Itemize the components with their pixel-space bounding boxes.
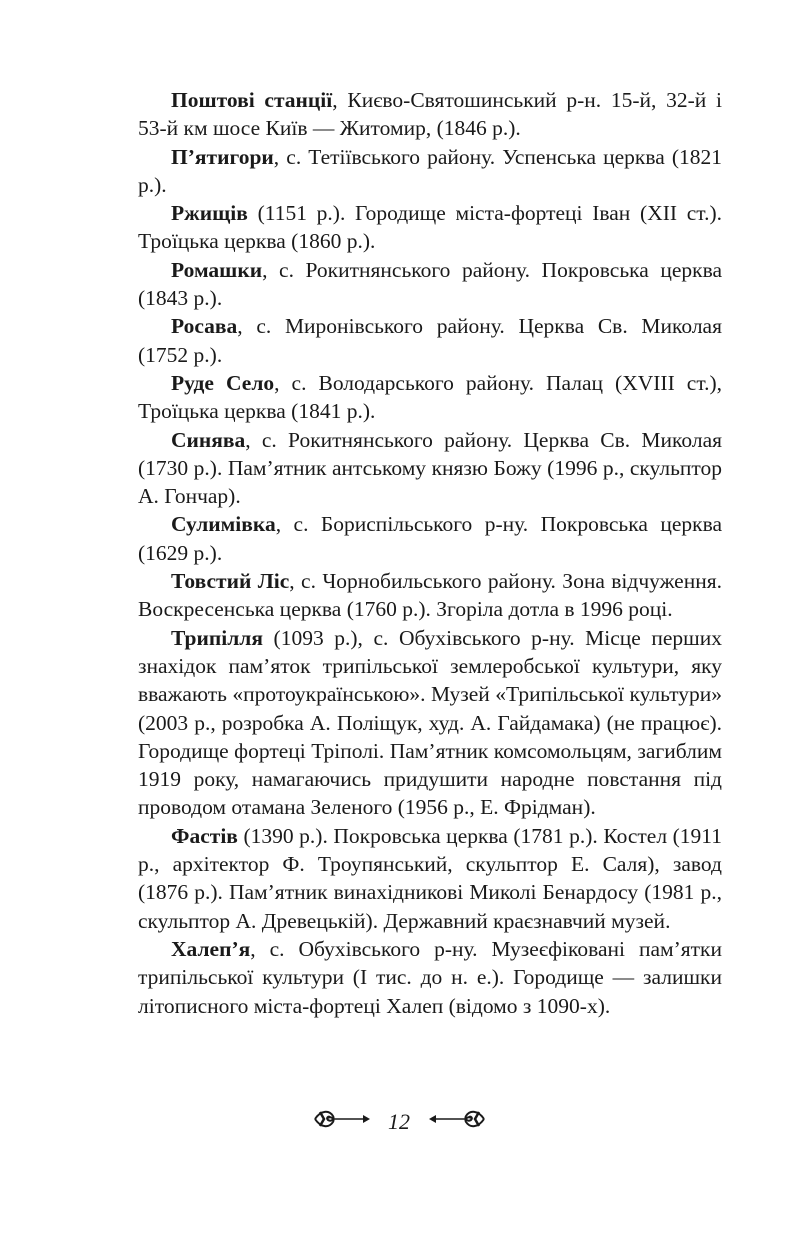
entry-title: Поштові станції bbox=[171, 88, 333, 112]
fleuron-right-icon bbox=[428, 1106, 486, 1138]
entry-title: Халеп’я bbox=[171, 936, 251, 961]
page-footer bbox=[0, 1106, 798, 1138]
entry-trypillia bbox=[138, 624, 722, 822]
entry-sulymivka bbox=[138, 510, 722, 567]
entry-tovstyi-lis bbox=[138, 567, 722, 624]
entry-rude-selo bbox=[138, 369, 722, 426]
entry-title: Сулимівка bbox=[171, 512, 276, 537]
entry-text: (1390 р.). Покровська церква (1781 р.). Костел (1911 р., архітектор Ф. Троупянський, скульптор Е. Саля), завод (1876 р.). Пам’ятник винахідникові Миколі Бенардосу (1981 р., скульптор А. Древецькій). Державний краєзнавчий музей. bbox=[138, 823, 722, 933]
entry-text: , с. Бориспільського р-ну. Покровська церква (1629 р.). bbox=[138, 512, 722, 565]
entry-text: (1151 р.). Городище міста-фортеці Іван (XII ст.). Троїцька церква (1860 р.). bbox=[138, 201, 722, 254]
entry-text: , с. Рокитнянського району. Покровська церква (1843 р.). bbox=[138, 257, 722, 311]
entry-fastiv bbox=[138, 822, 722, 935]
page-body bbox=[138, 86, 722, 1020]
entry-title: Ромашки bbox=[171, 257, 263, 282]
entry-syniava bbox=[138, 426, 722, 511]
entry-rosava bbox=[138, 312, 722, 369]
entry-text: (1093 р.), с. Обухівського р-ну. Місце перших знахідок пам’яток трипільської землеробської культури, яку вважають «протоукраїнською». Музей «Трипільської культури» (2003 р., розробка А. Поліщук, худ. А. Гайдамака) (не працює). Городище фортеці Тріполі. Пам’ятник комсомольцям, загиблим 1919 року, намагаючись придушити народне повстання під проводом отамана Зеленого (1956 р., Е. Фрідман). bbox=[138, 625, 722, 820]
entry-text: , Києво-Святошинський р-н. 15-й, 32-й і 53-й км шосе Київ — Житомир, (1846 р.). bbox=[138, 88, 722, 141]
page-number: 12 bbox=[388, 1109, 410, 1134]
entry-khalepia bbox=[138, 935, 722, 1020]
entry-text: , с. Миронівського району. Церква Св. Миколая (1752 р.). bbox=[138, 314, 722, 367]
entry-title: Росава bbox=[171, 314, 238, 339]
entry-romashky bbox=[138, 256, 722, 313]
entry-title: Руде Село bbox=[171, 370, 275, 395]
entry-text: , с. Тетіївського району. Успенська церква (1821 р.). bbox=[138, 144, 722, 197]
entry-title: Ржищів bbox=[171, 201, 248, 226]
entry-title: Синява bbox=[171, 427, 246, 452]
entry-poshtovi-stantsii bbox=[138, 86, 722, 143]
entry-title: Товстий Ліс bbox=[171, 569, 290, 594]
entry-title: Трипілля bbox=[171, 625, 263, 650]
entry-text: , с. Рокитнянського району. Церква Св. Миколая (1730 р.). Пам’ятник антському князю Божу (1996 р., скульптор А. Гончар). bbox=[138, 427, 722, 509]
entry-piatyhory bbox=[138, 143, 722, 200]
entry-text: , с. Володарського району. Палац (XVIII ст.), Троїцька церква (1841 р.). bbox=[138, 370, 723, 424]
entry-title: Фастів bbox=[171, 823, 238, 848]
fleuron-left-icon bbox=[313, 1106, 371, 1138]
entry-text: , с. Обухівського р-ну. Музеєфіковані пам’ятки трипільської культури (І тис. до н. е.). Городище — залишки літописного міста-фортеці Халеп (відомо з 1090-х). bbox=[138, 936, 722, 1018]
entry-title: П’ятигори bbox=[171, 144, 274, 169]
entry-text: , с. Чорнобильського району. Зона відчуження. Воскресенська церква (1760 р.). Згоріла дотла в 1996 році. bbox=[138, 569, 722, 622]
entry-rzhyshchiv bbox=[138, 199, 722, 256]
